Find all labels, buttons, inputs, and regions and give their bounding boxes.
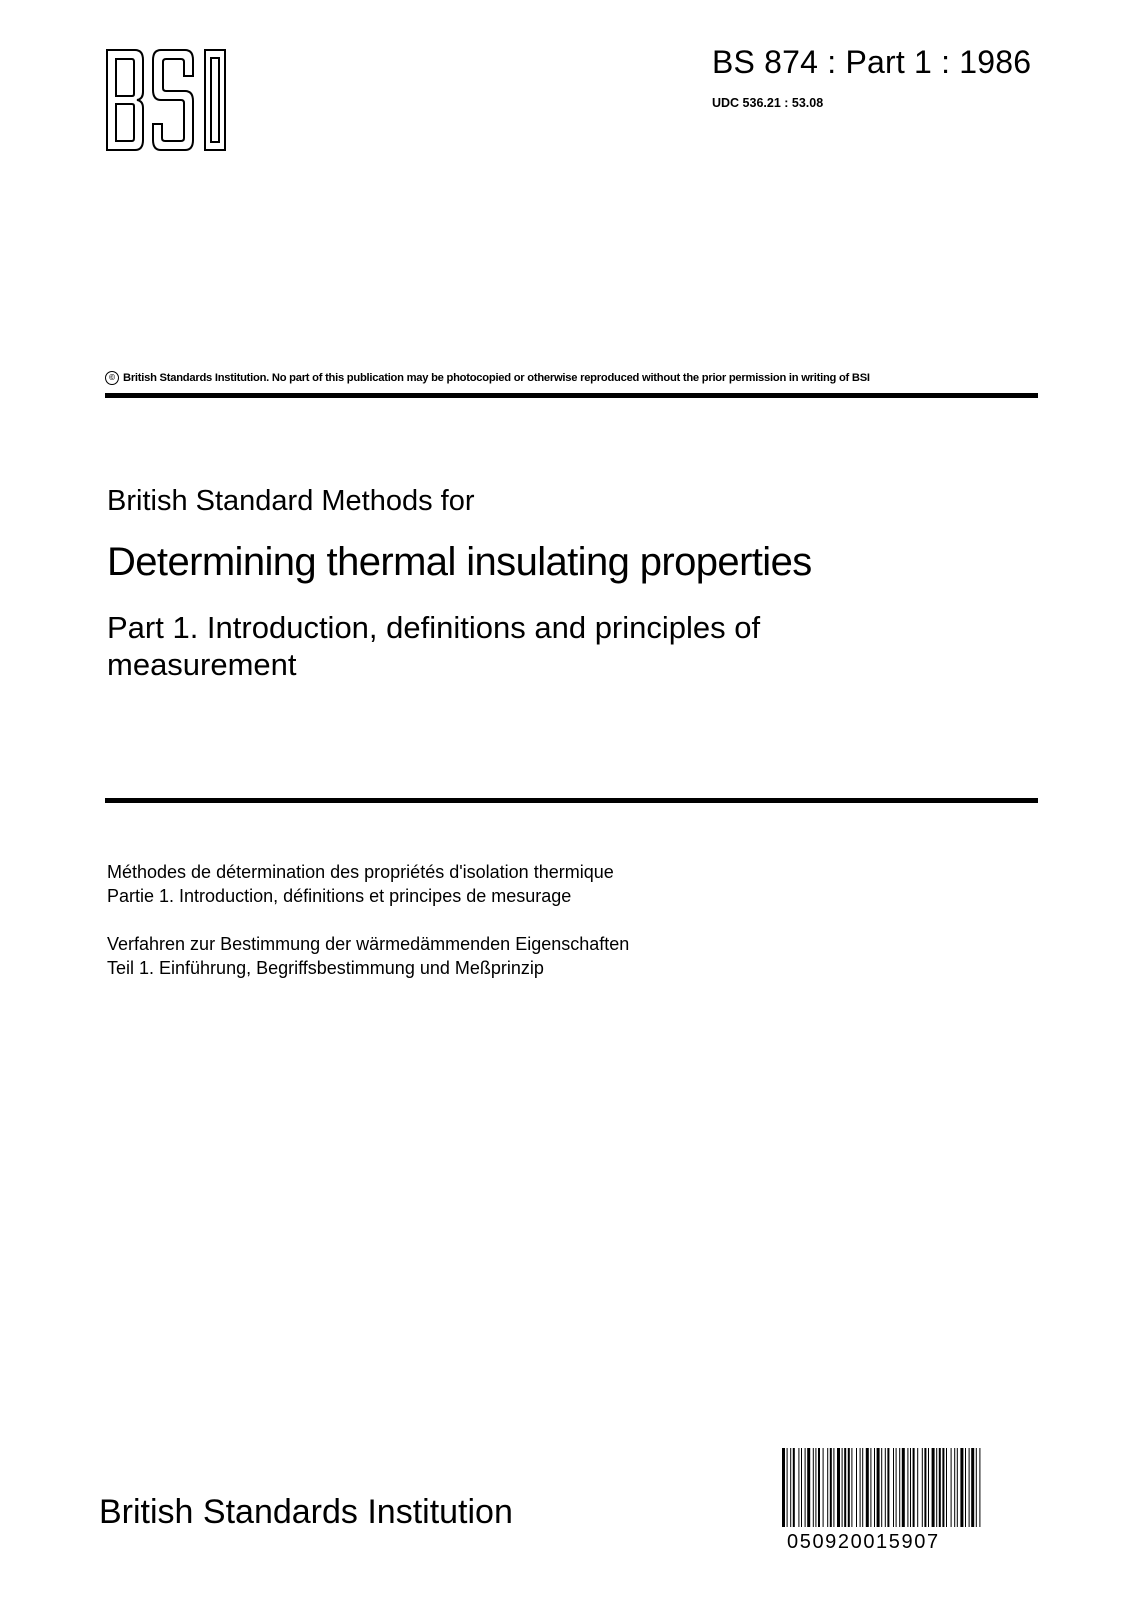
barcode-bar bbox=[957, 1448, 958, 1527]
barcode-bar bbox=[844, 1448, 846, 1527]
barcode-bar bbox=[830, 1448, 832, 1527]
barcode-bar bbox=[971, 1448, 974, 1527]
barcode-bar bbox=[807, 1448, 810, 1527]
udc-code: UDC 536.21 : 53.08 bbox=[712, 96, 824, 110]
barcode-bar bbox=[910, 1448, 911, 1527]
barcode-bar bbox=[946, 1448, 947, 1527]
barcode-bar bbox=[805, 1448, 806, 1527]
barcode-bar bbox=[833, 1448, 834, 1527]
german-title bbox=[107, 932, 807, 980]
german-title-line-1: Verfahren zur Bestimmung der wärmedämmenden Eigenschaften bbox=[107, 934, 630, 954]
french-title bbox=[107, 860, 807, 908]
barcode-bar bbox=[976, 1448, 977, 1527]
barcode-bar bbox=[969, 1448, 970, 1527]
barcode-bar bbox=[851, 1448, 852, 1527]
barcode-number: 050920015907 bbox=[787, 1531, 940, 1553]
barcode-bar bbox=[965, 1448, 966, 1527]
barcode-bar bbox=[866, 1448, 869, 1527]
barcode-bar bbox=[790, 1448, 791, 1527]
barcode-bar bbox=[917, 1448, 918, 1527]
barcode-bar bbox=[782, 1448, 785, 1527]
barcode-bar bbox=[885, 1448, 886, 1527]
barcode-bar bbox=[856, 1448, 857, 1527]
barcode-bar bbox=[881, 1448, 882, 1527]
barcode-bar bbox=[877, 1448, 880, 1527]
barcode-bar bbox=[870, 1448, 871, 1527]
divider-top bbox=[105, 393, 1038, 398]
barcode-bar bbox=[874, 1448, 875, 1527]
standard-number: BS 874 : Part 1 : 1986 bbox=[712, 44, 1032, 80]
barcode bbox=[780, 1448, 983, 1527]
copyright-notice bbox=[105, 371, 870, 385]
french-title-line-2: Partie 1. Introduction, définitions et principes de mesurage bbox=[107, 886, 572, 906]
barcode-bar bbox=[951, 1448, 952, 1527]
barcode-bar bbox=[896, 1448, 897, 1527]
barcode-bar bbox=[922, 1448, 923, 1527]
barcode-bar bbox=[936, 1448, 937, 1527]
barcode-bar bbox=[827, 1448, 828, 1527]
title-prefix: British Standard Methods for bbox=[107, 485, 475, 517]
french-title-line-1: Méthodes de détermination des propriétés d'isolation thermique bbox=[107, 862, 614, 882]
barcode-bar bbox=[893, 1448, 894, 1527]
barcode-bar bbox=[813, 1448, 814, 1527]
barcode-bar bbox=[932, 1448, 935, 1527]
german-title-line-2: Teil 1. Einführung, Begriffsbestimmung und Meßprinzip bbox=[107, 958, 544, 978]
barcode-bar bbox=[787, 1448, 788, 1527]
barcode-bar bbox=[818, 1448, 820, 1527]
barcode-bar bbox=[939, 1448, 941, 1527]
bsi-logo bbox=[105, 48, 229, 152]
barcode-bar bbox=[798, 1448, 799, 1527]
copyright-symbol: © bbox=[105, 371, 119, 385]
barcode-bar bbox=[793, 1448, 795, 1527]
barcode-bar bbox=[848, 1448, 850, 1527]
barcode-bar bbox=[842, 1448, 843, 1527]
barcode-bar bbox=[837, 1448, 840, 1527]
barcode-bar bbox=[960, 1448, 963, 1527]
publisher-name: British Standards Institution bbox=[99, 1493, 513, 1531]
barcode-bar bbox=[823, 1448, 824, 1527]
part-title: Part 1. Introduction, definitions and principles of measurement bbox=[107, 610, 761, 682]
barcode-bar bbox=[942, 1448, 944, 1527]
barcode-bar bbox=[924, 1448, 926, 1527]
divider-middle bbox=[105, 798, 1038, 803]
barcode-bar bbox=[913, 1448, 915, 1527]
copyright-text: British Standards Institution. No part of this publication may be photocopied or otherwise reproduced without the prior permission in writing of BSI bbox=[123, 371, 870, 384]
barcode-bar bbox=[801, 1448, 802, 1527]
barcode-bar bbox=[928, 1448, 929, 1527]
barcode-bar bbox=[862, 1448, 863, 1527]
barcode-bar bbox=[902, 1448, 905, 1527]
barcode-bar bbox=[899, 1448, 900, 1527]
barcode-bar bbox=[907, 1448, 908, 1527]
barcode-bar bbox=[815, 1448, 816, 1527]
barcode-bar bbox=[887, 1448, 889, 1527]
barcode-bar bbox=[979, 1448, 980, 1527]
barcode-bar bbox=[954, 1448, 955, 1527]
document-title: Determining thermal insulating properties bbox=[107, 540, 812, 584]
barcode-bar bbox=[860, 1448, 861, 1527]
